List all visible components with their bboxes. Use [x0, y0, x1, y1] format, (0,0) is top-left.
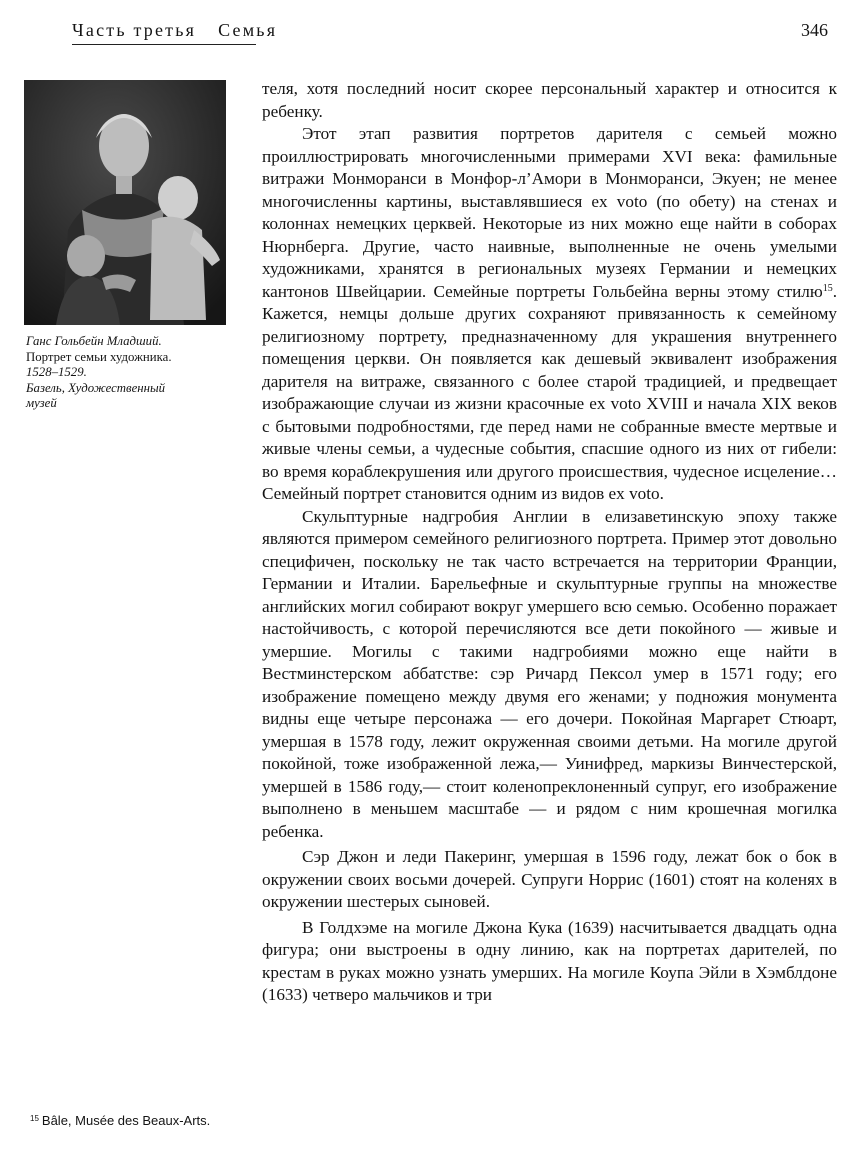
footnote-ref-15[interactable]: 15 [822, 282, 833, 294]
paragraph-2 [262, 123, 837, 506]
paragraph-1: теля, хотя последний носит скорее персональный характер и относится к ребенку. [262, 79, 837, 121]
caption-date: 1528–1529. [26, 365, 87, 380]
caption-artist: Ганс Гольбейн Младший. [26, 334, 162, 348]
figure-caption [26, 334, 226, 412]
caption-location-cont: музей [26, 396, 57, 411]
paragraph-2-part-b: . Кажется, немцы дольше других сохраняют привязанность к семейному религиозному портрету, предназначенному для украшения внутреннего помещения церкви. Он появляется как дешевый эквивалент изображения дарителя на витраже, связанного с более старой традицией, и предвещает изображающие случаи из жизни красочные ex voto XVIII и начала XIX веков с бытовыми подробностями, где перед нами не собранные вместе мертвые и живые члены семьи, а чудесные события, спасшие одного из них от гибели: во время кораблекрушения или другого происшествия, чудесное исцеление… Семейный портрет становится одним из видов ex voto. [262, 281, 837, 503]
caption-title: Портрет семьи художника. [26, 349, 172, 364]
footnote-text: Bâle, Musée des Beaux-Arts. [41, 1113, 211, 1128]
caption-location: Базель, Художественный [26, 380, 166, 395]
section-title: Семья [218, 20, 278, 40]
running-head [26, 18, 836, 50]
main-text-column [262, 78, 837, 1007]
paragraph-4: Сэр Джон и леди Пакеринг, умершая в 1596 году, лежат бок о бок в окружении своих восьми дочерей. Супруги Норрис (1601) стоят на коленях в окружении шестерых сыновей. [262, 847, 837, 911]
portrait-illustration [24, 80, 226, 325]
running-head-title [72, 20, 299, 41]
paragraph-3: Скульптурные надгробия Англии в елизаветинскую эпоху также являются примером семейного религиозного портрета. Пример этот довольно специфичен, поскольку не так часто встречается на территории Франции, Германии и Италии. Барельефные и скульптурные группы на множестве английских могил собирают вокруг умершего всю семью. Особенно поражает настойчивость, с которой перечисляются все дети покойного — живые и умершие. Могилы с такими надгробиями можно еще найти в Вестминстерском аббатстве: сэр Ричард Пексол умер в 1571 году; его изображение помещено между двумя его женами; у подножия монумента видны еще четыре персонажа — его дочери. Покойная Маргарет Стюарт, умершая в 1578 году, лежит окруженная своими детьми. На могиле другой покойной, тоже изображенной лежа,— Уинифред, маркизы Винчестерской, умершей в 1586 году,— стоит коленопреклоненный супруг, его изображение выполнено в меньшем масштабе — и рядом с ним крошечная могилка ребенка. [262, 506, 837, 841]
paragraph-5: В Голдхэме на могиле Джона Кука (1639) насчитывается двадцать одна фигура; они выстроены в одну линию, как на портретах дарителей, по крестам в руках можно узнать умерших. На могиле Коупа Эйли в Хэмблдоне (1633) четверо мальчиков и три [262, 917, 837, 1004]
part-title: Часть третья [72, 20, 197, 40]
page-number: 346 [801, 20, 828, 40]
header-rule [72, 44, 256, 45]
footnote-number: 15 [30, 1114, 39, 1123]
figure-portrait-image [24, 80, 226, 325]
paragraph-2-part-a: Этот этап развития портретов дарителя с семьей можно проиллюстрировать многочисленными примерами XVI века: фамильные витражи Монморанси в Монфор-л’Амори в Монморанси, Экуен; не менее многочисленны картины, выставлявшиеся ex voto (по обету) на стенах и колоннах немецких церквей. Некоторые из них можно еще найти в соборах Нюрнберга. Другие, часто наивные, выполненные не очень умелыми художниками, хранятся в региональных музеях Германии и немецких кантонов Швейцарии. Семейные портреты Гольбейна верны этому стилю [262, 124, 837, 301]
footnote [30, 1110, 230, 1129]
